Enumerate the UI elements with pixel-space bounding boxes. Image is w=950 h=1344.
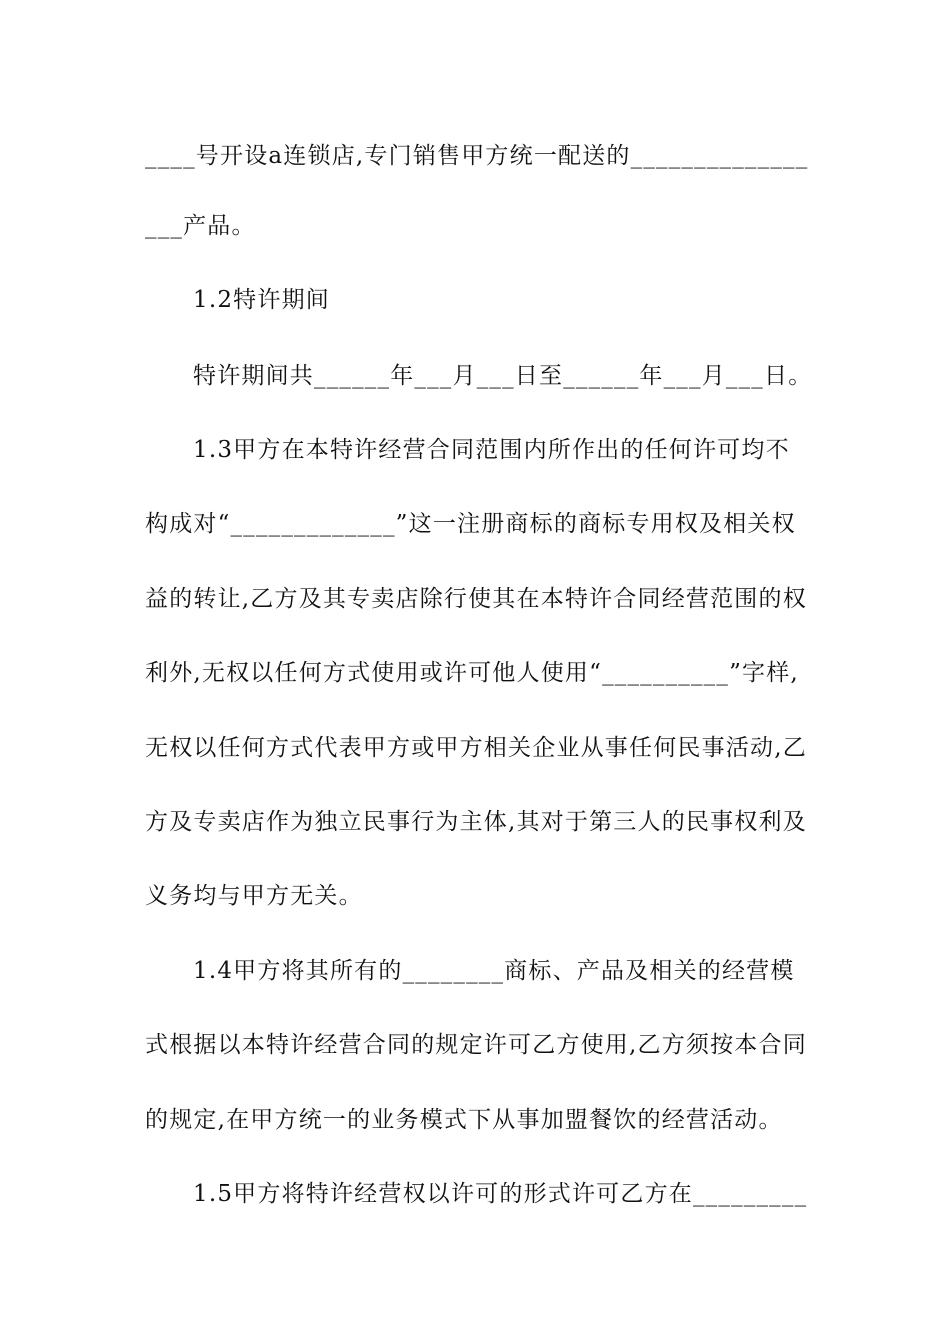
text-line: 1.5甲方将特许经营权以许可的形式许可乙方在_________ <box>193 1181 808 1207</box>
text-line: 的规定,在甲方统一的业务模式下从事加盟餐饮的经营活动。 <box>145 1107 783 1133</box>
text-line: ____号开设a连锁店,专门销售甲方统一配送的______________ <box>145 143 809 169</box>
text-line: 无权以任何方式代表甲方或甲方相关企业从事任何民事活动,乙 <box>145 735 807 761</box>
text-line: ___产品。 <box>145 213 256 239</box>
text-line: 1.4甲方将其所有的________商标、产品及相关的经营模 <box>193 958 795 984</box>
text-line: 义务均与甲方无关。 <box>145 883 363 909</box>
text-line: 方及专卖店作为独立民事行为主体,其对于第三人的民事权利及 <box>145 809 807 835</box>
section-heading: 1.2特许期间 <box>193 287 330 313</box>
text-line: 式根据以本特许经营合同的规定许可乙方使用,乙方须按本合同 <box>145 1032 807 1058</box>
text-line: 1.3甲方在本特许经营合同范围内所作出的任何许可均不 <box>193 437 790 463</box>
text-line: 利外,无权以任何方式使用或许可他人使用“__________”字样, <box>145 660 799 686</box>
text-line: 益的转让,乙方及其专卖店除行使其在本特许合同经营范围的权 <box>145 586 807 612</box>
text-line: 特许期间共______年___月___日至______年___月___日。 <box>193 363 813 389</box>
text-line: 构成对“_____________”这一注册商标的商标专用权及相关权 <box>145 511 796 537</box>
